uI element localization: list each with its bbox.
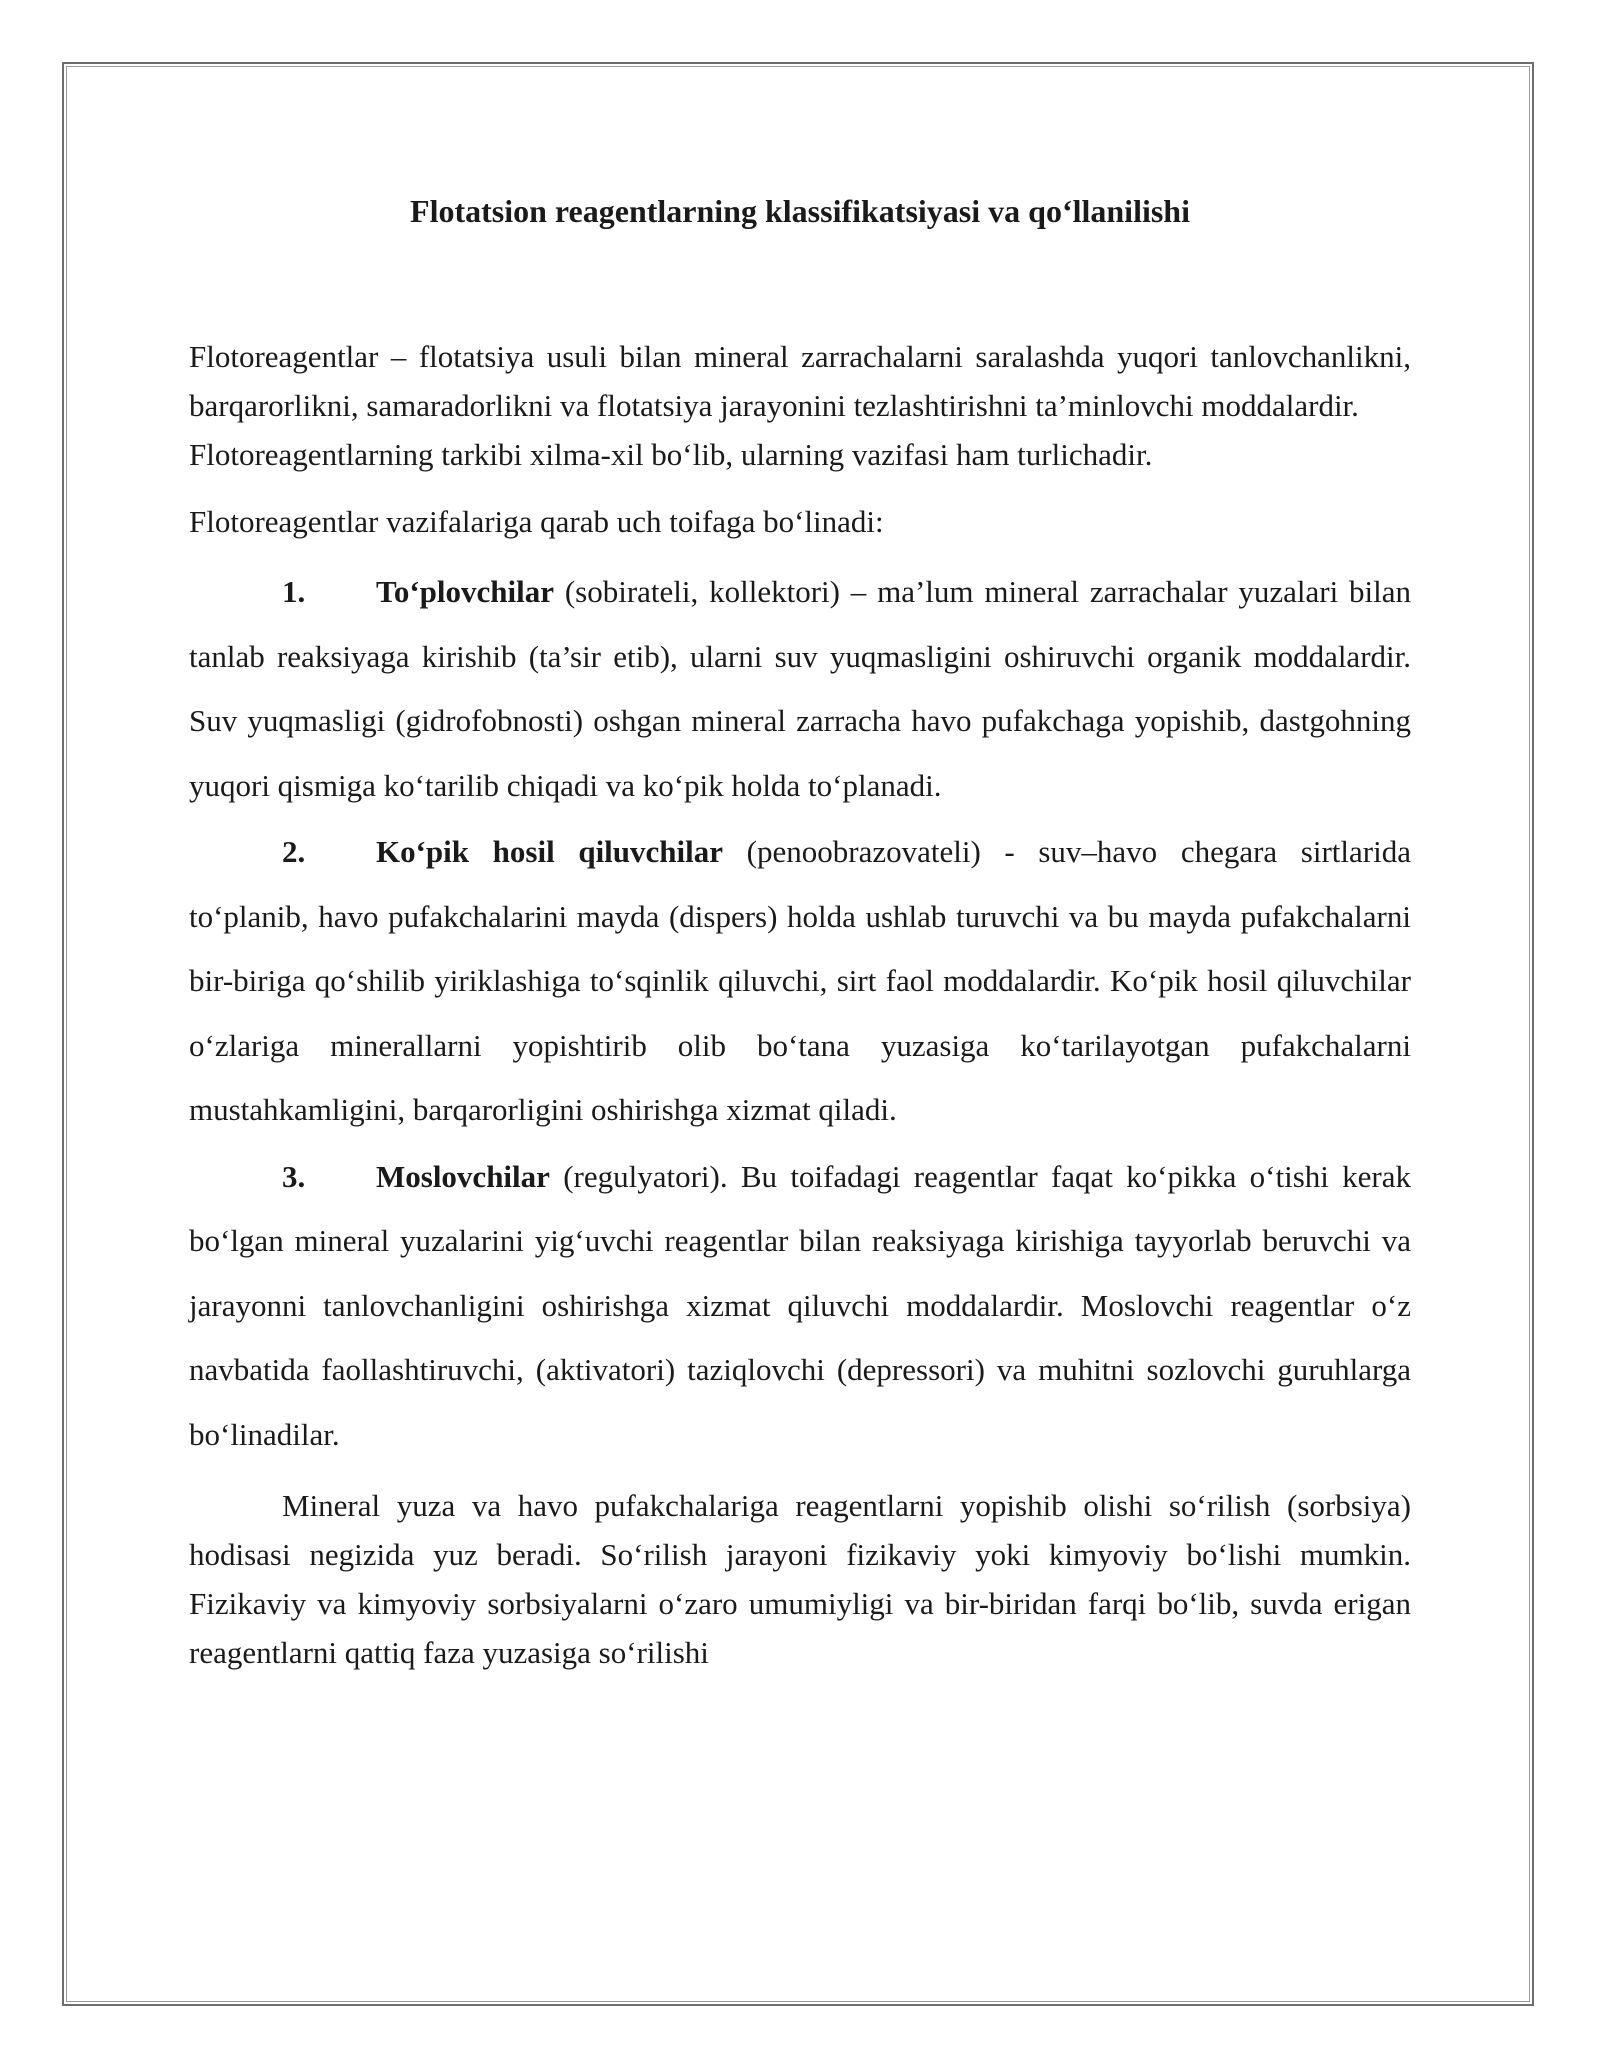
list-number: 1. [282,574,306,609]
intro-paragraph: Flotoreagentlar – flotatsiya usuli bilan mineral zarrachalarni saralashda yuqori tanlovchanlikni, barqarorlikni, samaradorlikni va flotatsiya jarayonini tezlashtirishni ta’minlovchi moddalardir. [189,339,1411,423]
document-body [189,186,1411,1708]
document-title: Flotatsion reagentlarning klassifikatsiyasi va qo‘llanilishi [410,193,1190,229]
classification-sentence: Flotoreagentlar vazifalariga qarab uch toifaga bo‘linadi: [189,504,884,539]
list-term: Moslovchilar [376,1158,550,1194]
list-term: To‘plovchilar [376,574,554,609]
list-number: 3. [282,1158,306,1194]
list-number: 2. [282,834,306,869]
list-term: Ko‘pik hosil qiluvchilar [376,834,724,869]
list-item [189,1145,1411,1468]
list-text: (sobirateli, kollektori) – ma’lum mineral zarrachalar yuzalari bilan tanlab reaksiyaga kirishib (ta’sir etib), ularni suv yuqmasligini oshiruvchi organik moddalardir. Suv yuqmasligi (gidrofobnosti) oshgan mineral zarracha havo pufakchaga yopishib, dastgohning yuqori qismiga ko‘tarilib chiqadi va ko‘pik holda to‘planadi. [189,574,1411,803]
list-item [189,820,1411,1143]
list-text: (penoobrazovateli) - suv–havo chegara sirtlarida to‘planib, havo pufakchalarini mayda (dispers) holda ushlab turuvchi va bu mayda pufakchalarni bir-biriga qo‘shilib yiriklashiga to‘sqinlik qiluvchi, sirt faol moddalardir. Ko‘pik hosil qiluvchilar o‘zlariga minerallarni yopishtirib olib bo‘tana yuzasiga ko‘tarilayotgan pufakchalarni mustahkamligini, barqarorligini oshirishga xizmat qiladi. [189,834,1411,1127]
composition-sentence: Flotoreagentlarning tarkibi xilma-xil bo‘lib, ularning vazifasi ham turlichadir. [189,437,1153,472]
list-text: (regulyatori). Bu toifadagi reagentlar faqat ko‘pikka o‘tishi kerak bo‘lgan mineral yuzalarini yig‘uvchi reagentlar bilan reaksiyaga kirishiga tayyorlab beruvchi va jarayonni tanlovchanligini oshirishga xizmat qiluvchi moddalardir. Moslovchi reagentlar o‘z navbatida faollashtiruvchi, (aktivatori) taziqlovchi (depressori) va muhitni sozlovchi guruhlarga bo‘linadilar. [189,1158,1411,1452]
list-item [189,560,1411,818]
final-paragraph: Mineral yuza va havo pufakchalariga reagentlarni yopishib olishi so‘rilish (sorbsiya) hodisasi negizida yuz beradi. So‘rilish jarayoni fizikaviy yoki kimyoviy bo‘lishi mumkin. Fizikaviy va kimyoviy sorbsiyalarni o‘zaro umumiyligi va bir-biridan farqi bo‘lib, suvda erigan reagentlarni qattiq faza yuzasiga so‘rilishi [189,1488,1411,1670]
